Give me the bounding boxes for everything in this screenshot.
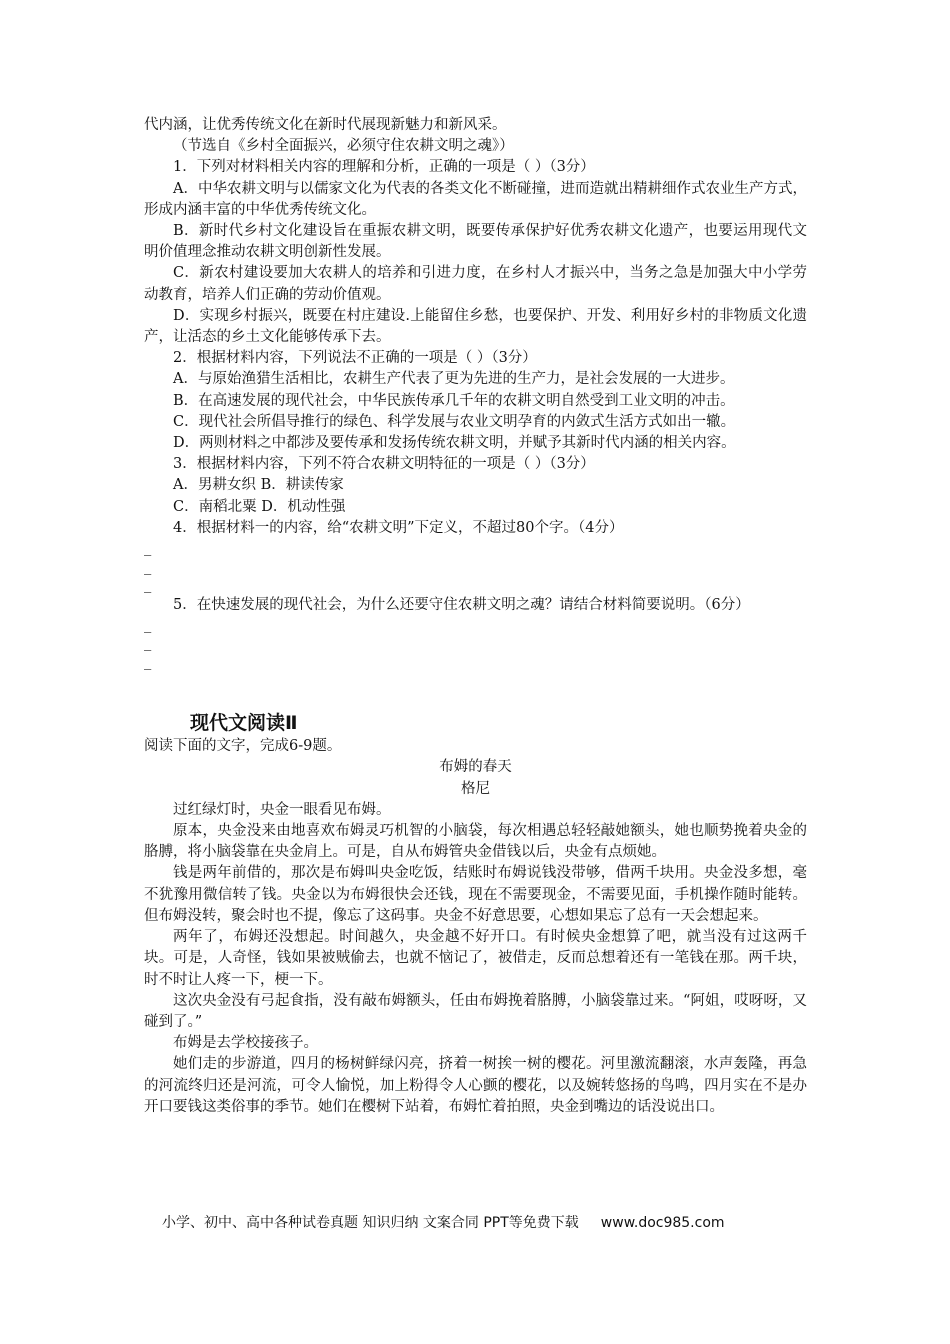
document-body: [144, 115, 807, 1118]
page-footer: [162, 1212, 725, 1232]
answer-blank-line: _: [144, 653, 152, 670]
question-2-option-b: B．在高速发展的现代社会，中华民族传承几千年的农耕文明自然受到工业文明的冲击。: [173, 392, 735, 409]
story-title: 布姆的春天: [439, 759, 512, 776]
question-1-option-d: D．实现乡村振兴，既要在村庄建设.上能留住乡愁，也要保护、开发、利用好乡村的非物质文化遗产，让活态的乡土文化能够传承下去。: [144, 307, 807, 346]
answer-blank-line: _: [144, 577, 152, 594]
story-paragraph: 过红绿灯时，央金一眼看见布姆。: [173, 801, 391, 818]
answer-blank-line: _: [144, 540, 152, 557]
material-tail-paragraph: 代内涵，让优秀传统文化在新时代展现新魅力和新风采。: [144, 117, 507, 133]
story-paragraph: 她们走的步游道，四月的杨树鲜绿闪亮，挤着一树挨一树的樱花。河里激流翻滚，水声轰隆，再急的河流终归还是河流，可令人愉悦，加上粉得令人心颤的樱花，以及婉转悠扬的鸟鸣，四月实在不是办开口要钱这类俗事的季节。她们在樱树下站着，布姆忙着拍照，央金到嘴边的话没说出口。: [144, 1056, 807, 1115]
story-paragraph: 这次央金没有弓起食指，没有敲布姆额头，任由布姆挽着胳膊，小脑袋靠过来。“阿姐，哎呀呀，又碰到了。”: [144, 992, 807, 1030]
answer-blank-line: _: [144, 616, 152, 633]
footer-site-link[interactable]: www.doc985.com: [600, 1215, 725, 1231]
question-3-options-cd: C．南稻北粟 D．机动性强: [173, 498, 346, 515]
question-3-options-ab: A．男耕女织 B．耕读传家: [173, 477, 344, 494]
answer-blank-line: _: [144, 635, 152, 652]
section-title: 现代文阅读Ⅱ: [190, 712, 298, 735]
question-5-stem: 5．在快速发展的现代社会，为什么还要守住农耕文明之魂？请结合材料简要说明。（6分）: [173, 596, 750, 613]
answer-blank-line: _: [144, 558, 152, 575]
question-1-option-b: B．新时代乡村文化建设旨在重振农耕文明，既要传承保护好优秀农耕文化遗产，也要运用现代文明价值理念推动农耕文明创新性发展。: [144, 223, 807, 261]
question-1-option-a: A．中华农耕文明与以儒家文化为代表的各类文化不断碰撞，进而造就出精耕细作式农业生产方式，形成内涵丰富的中华优秀传统文化。: [144, 180, 807, 218]
story-paragraph: 两年了，布姆还没想起。时间越久，央金越不好开口。有时候央金想算了吧，就当没有过这两千块。可是，人奇怪，钱如果被贼偷去，也就不恼记了，被借走，反而总想着还有一笔钱在那。两千块，时不时让人疼一下，梗一下。: [144, 929, 807, 988]
question-2-stem: 2．根据材料内容，下列说法不正确的一项是（ ）（3分）: [173, 350, 537, 367]
question-2-option-c: C．现代社会所倡导推行的绿色、科学发展与农业文明孕育的内敛式生活方式如出一辙。: [173, 413, 736, 430]
section-instruction: 阅读下面的文字，完成6-9题。: [144, 738, 342, 755]
question-1-stem: 1．下列对材料相关内容的理解和分析，正确的一项是（ ）（3分）: [173, 159, 595, 176]
question-2-option-d: D．两则材料之中都涉及要传承和发扬传统农耕文明，并赋予其新时代内涵的相关内容。: [173, 435, 736, 452]
question-2-option-a: A．与原始渔猎生活相比，农耕生产代表了更为先进的生产力，是社会发展的一大进步。: [173, 371, 735, 388]
question-1-option-c: C．新农村建设要加大农耕人的培养和引进力度，在乡村人才振兴中，当务之急是加强大中小学劳动教育，培养人们正确的劳动价值观。: [144, 265, 807, 303]
story-paragraph: 钱是两年前借的，那次是布姆叫央金吃饭，结账时布姆说钱没带够，借两千块用。央金没多想，毫不犹豫用微信转了钱。央金以为布姆很快会还钱，现在不需要现金，不需要见面，手机操作随时能转。但布姆没转，聚会时也不提，像忘了这码事。央金不好意思要，心想如果忘了总有一天会想起来。: [144, 865, 807, 924]
story-paragraph: 原本，央金没来由地喜欢布姆灵巧机智的小脑袋，每次相遇总轻轻敲她额头，她也顺势挽着央金的胳膊，将小脑袋靠在央金肩上。可是，自从布姆管央金借钱以后，央金有点烦她。: [144, 823, 807, 861]
story-author: 格尼: [461, 780, 490, 797]
question-3-stem: 3．根据材料内容，下列不符合农耕文明特征的一项是（ ）（3分）: [173, 456, 595, 473]
question-4-stem: 4．根据材料一的内容，给“农耕文明”下定义，不超过80个字。（4分）: [173, 519, 624, 536]
footer-text: 小学、初中、高中各种试卷真题 知识归纳 文案合同 PPT等免费下载: [162, 1215, 579, 1231]
material-source: （节选自《乡村全面振兴，必须守住农耕文明之魂》）: [173, 138, 514, 155]
story-paragraph: 布姆是去学校接孩子。: [173, 1035, 318, 1052]
